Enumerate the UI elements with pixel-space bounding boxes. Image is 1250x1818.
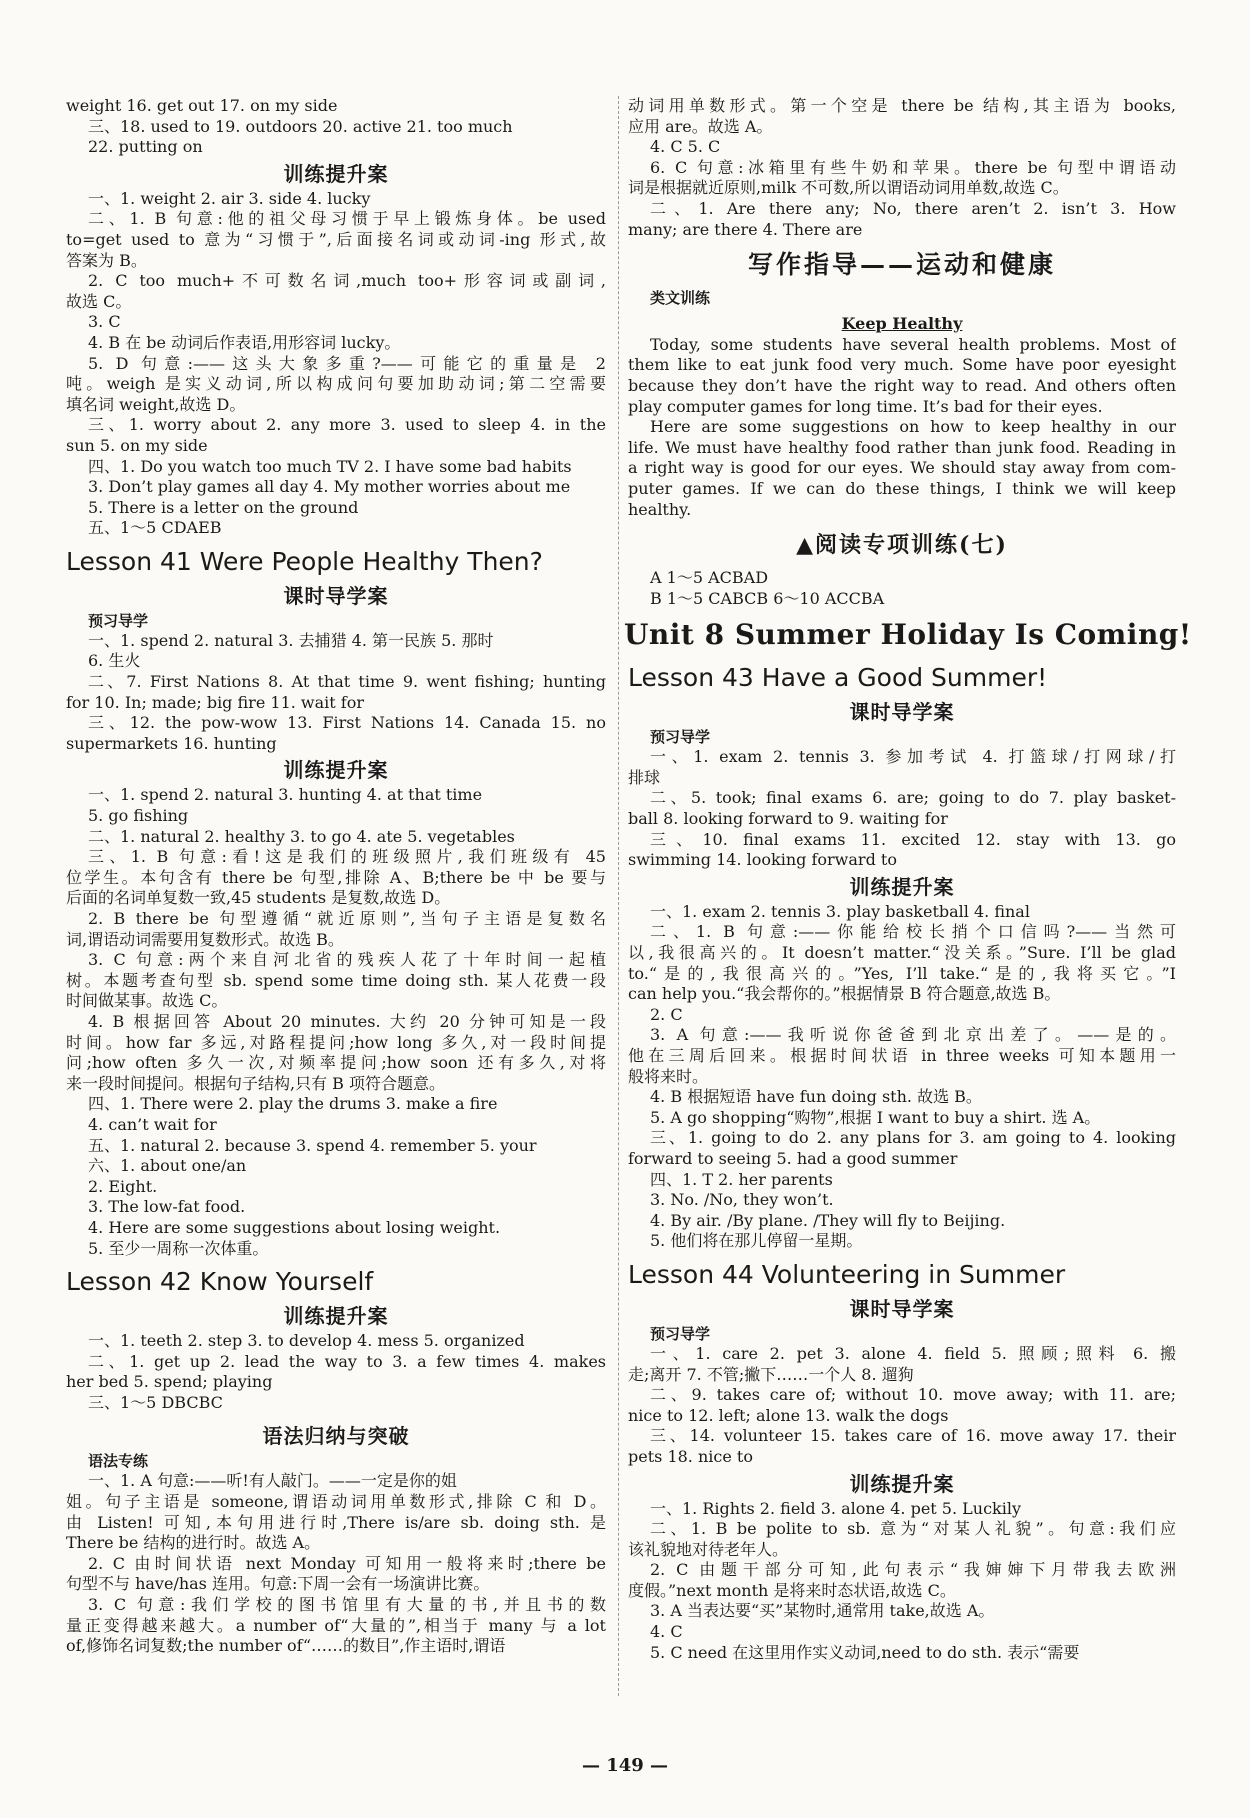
text-line: 三、1～5 DBCBC [88, 1392, 223, 1412]
lesson-41-heading: Lesson 41 Were People Healthy Then? [66, 546, 543, 576]
text-line: 动词用单数形式。第一个空是 there be 结构,其主语为 books, [628, 96, 1176, 115]
text-line: 后面的名词单复数一致,45 students 是复数,故选 D。 [66, 888, 451, 908]
text-line: 位学生。本句含有 there be 句型,排除 A、B;there be 中 be 要与 [66, 867, 606, 887]
text-line: because they don’t have the right way to read. And others often [628, 375, 1176, 395]
section-title: 课时导学案 [849, 1296, 955, 1321]
text-line: 3. Don’t play games all day 4. My mother worries about me [88, 477, 571, 497]
text-line: 4. B 在 be 动词后作表语,用形容词 lucky。 [88, 332, 401, 352]
text-line: 4. can’t wait for [88, 1114, 217, 1134]
essay-title: Keep Healthy [841, 313, 963, 333]
text-line: 一、1. weight 2. air 3. side 4. lucky [88, 188, 371, 208]
reading-answers [628, 568, 1176, 609]
text-line: 问;how often 多久一次,对频率提问;how soon 还有多久,对将 [66, 1053, 606, 1073]
text-line: 量正变得越来越大。a number of“大量的”,相当于 many 与 a lot [66, 1615, 606, 1635]
subsection-title: 预习导学 [650, 728, 711, 747]
text-line: 5. There is a letter on the ground [88, 497, 359, 517]
lesson-44-preview-answers [628, 1344, 1176, 1468]
text-line: 五、1～5 CDAEB [88, 518, 222, 538]
text-line: 一、1. exam 2. tennis 3. play basketball 4. final [650, 901, 1030, 921]
text-line: B 1～5 CABCB 6～10 ACCBA [650, 588, 885, 608]
text-line: 四、1. T 2. her parents [650, 1169, 833, 1189]
text-line: 三、12. the pow-wow 13. First Nations 14. Canada 15. no [88, 713, 606, 733]
text-line: 2. C [650, 1004, 683, 1024]
right-column [624, 96, 1192, 1663]
text-line: 3. C [88, 312, 121, 332]
text-line: 5. 至少一周称一次体重。 [88, 1238, 269, 1258]
subsection-title: 语法专练 [88, 1452, 149, 1471]
text-line: 他在三周后回来。根据时间状语 in three weeks 可知本题用一 [628, 1046, 1176, 1065]
text-line: to=get used to 意为“习惯于”,后面接名词或动词-ing 形式,故 [66, 229, 606, 249]
text-line: can help you.“我会帮你的。”根据情景 B 符合题意,故选 B。 [628, 984, 1061, 1004]
text-line: 答案为 B。 [66, 250, 147, 270]
section-title: 训练提升案 [849, 1471, 955, 1496]
lesson-42-practice-answers [66, 1331, 606, 1413]
left-top-answers [66, 96, 606, 158]
text-line: 3. A 当表达要“买”某物时,通常用 take,故选 A。 [650, 1601, 995, 1621]
text-line: 以,我很高兴的。It doesn’t matter.“没关系。”Sure. I’ll be glad [628, 943, 1176, 963]
subsection-title: 类文训练 [650, 289, 711, 308]
text-line: 2. B there be 句型遵循“就近原则”,当句子主语是复数名 [88, 909, 606, 928]
lesson-43-heading: Lesson 43 Have a Good Summer! [628, 663, 1048, 693]
lesson-41-preview-answers [66, 631, 606, 755]
page-number: — 149 — [581, 1755, 669, 1776]
text-line: 一、1. Rights 2. field 3. alone 4. pet 5. Luckily [650, 1498, 1022, 1518]
text-line: 姐。句子主语是 someone,谓语动词用单数形式,排除 C 和 D。 [66, 1492, 606, 1512]
section-answers [66, 189, 606, 539]
text-line: weight 16. get out 17. on my side [66, 96, 338, 115]
section-title: 课时导学案 [849, 700, 955, 725]
text-line: 三、1. worry about 2. any more 3. used to sleep 4. in the [88, 415, 606, 435]
text-line: sun 5. on my side [66, 435, 208, 455]
text-line: 三、1. B 句意:看!这是我们的班级照片,我们班级有 45 [88, 847, 606, 867]
writing-guide-title: 写作指导——运动和健康 [747, 250, 1056, 280]
text-line: 一、1. spend 2. natural 3. hunting 4. at that time [88, 785, 483, 805]
section-title: 训练提升案 [849, 874, 955, 899]
essay-body [628, 335, 1176, 520]
text-line: 时间。how far 多远,对路程提问;how long 多久,对一段时间提 [66, 1032, 606, 1052]
text-line: 四、1. There were 2. play the drums 3. make a fire [88, 1094, 498, 1114]
text-line: 二、1. B 句意:他的祖父母习惯于早上锻炼身体。be used [88, 209, 606, 229]
grammar-title: 语法归纳与突破 [262, 1424, 410, 1449]
text-line: to.“是的,我很高兴的。”Yes, I’ll take.“是的,我将买它。”I [628, 963, 1176, 983]
text-line: 5. D 句意:——这头大象多重?——可能它的重量是 2 [88, 353, 606, 373]
text-line: 三、18. used to 19. outdoors 20. active 21. too much [88, 116, 513, 136]
text-line: 排球 [628, 767, 661, 787]
lesson-44-heading: Lesson 44 Volunteering in Summer [628, 1259, 1066, 1289]
text-line: 应用 are。故选 A。 [628, 116, 773, 136]
text-line: 树。本题考查句型 sb. spend some time doing sth. 某人花费一段 [66, 970, 606, 990]
text-line: 4. C [650, 1622, 683, 1642]
text-line: 二、1. B 句意:——你能给校长捎个口信吗?——当然可 [650, 922, 1176, 942]
section-title: 训练提升案 [283, 1304, 389, 1329]
text-line: 二、1. natural 2. healthy 3. to go 4. ate 5. vegetables [88, 826, 515, 846]
text-line: forward to seeing 5. had a good summer [628, 1148, 958, 1168]
text-line: 2. C 由时间状语 next Monday 可知用一般将来时;there be [88, 1553, 606, 1573]
text-line: 词,谓语动词需要用复数形式。故选 B。 [66, 929, 344, 949]
text-line: 吨。weigh 是实义动词,所以构成问句要加助动词;第二空需要 [66, 374, 606, 394]
text-line: nice to 12. left; alone 13. walk the dogs [628, 1405, 949, 1425]
column-divider [618, 96, 620, 1696]
text-line: ball 8. looking forward to 9. waiting for [628, 809, 948, 829]
text-line: 3. The low-fat food. [88, 1197, 246, 1217]
text-line: Here are some suggestions on how to keep healthy in our [650, 417, 1176, 437]
subsection-title: 预习导学 [650, 1324, 711, 1343]
text-line: 来一段时间提问。根据句子结构,只有 B 项符合题意。 [66, 1073, 446, 1093]
text-line: play computer games for long time. It’s bad for their eyes. [628, 396, 1103, 416]
text-line: A 1～5 ACBAD [650, 568, 769, 588]
text-line: a right way is good for our eyes. We should stay away from com- [628, 458, 1176, 478]
text-line: 度假。”next month 是将来时态状语,故选 C。 [628, 1580, 956, 1600]
text-line: many; are there 4. There are [628, 219, 863, 239]
text-line: 五、1. natural 2. because 3. spend 4. remember 5. your [88, 1135, 537, 1155]
text-line: 5. 他们将在那儿停留一星期。 [650, 1231, 863, 1251]
text-line: 一、1. care 2. pet 3. alone 4. field 5. 照顾;照料 6. 搬 [650, 1343, 1176, 1363]
lesson-44-practice-answers [628, 1499, 1176, 1664]
text-line: 二、1. get up 2. lead the way to 3. a few times 4. makes [88, 1351, 606, 1371]
text-line: 4. B 根据短语 have fun doing sth. 故选 B。 [650, 1087, 982, 1107]
text-line: 六、1. about one/an [88, 1156, 247, 1176]
text-line: healthy. [628, 499, 692, 519]
text-line: 2. Eight. [88, 1176, 158, 1196]
text-line: 词是根据就近原则,milk 不可数,所以谓语动词用单数,故选 C。 [628, 178, 1069, 198]
text-line: swimming 14. looking forward to [628, 850, 897, 870]
text-line: 般将来时。 [628, 1066, 709, 1086]
text-line: 由 Listen! 可知,本句用进行时,There is/are sb. doing sth. 是 [66, 1512, 606, 1532]
text-line: 一、1. exam 2. tennis 3. 参加考试 4. 打篮球/打网球/打 [650, 747, 1176, 767]
text-line: 二、5. took; final exams 6. are; going to do 7. play basket- [650, 788, 1176, 808]
text-line: them like to eat junk food very much. Some have poor eyesight [628, 355, 1176, 375]
text-line: 该礼貌地对待老年人。 [628, 1539, 789, 1559]
text-line: 一、1. spend 2. natural 3. 去捕猎 4. 第一民族 5. 那时 [88, 630, 494, 650]
text-line: 6. C 句意:冰箱里有些牛奶和苹果。there be 句型中谓语动 [650, 157, 1176, 177]
text-line: 句型不与 have/has 连用。句意:下周一会有一场演讲比赛。 [66, 1574, 490, 1594]
lesson-41-practice-answers [66, 785, 606, 1259]
section-title: 训练提升案 [283, 758, 389, 783]
text-line: Today, some students have several health problems. Most of [650, 334, 1176, 354]
text-line: 3. C 句意:我们学校的图书馆里有大量的书,并且书的数 [88, 1595, 606, 1615]
text-line: her bed 5. spend; playing [66, 1372, 273, 1392]
text-line: supermarkets 16. hunting [66, 733, 277, 753]
text-line: 三、10. final exams 11. excited 12. stay with 13. go [650, 829, 1176, 849]
left-column [66, 96, 606, 1657]
reading-practice-title: ▲阅读专项训练(七) [796, 532, 1008, 559]
lesson-43-practice-answers [628, 902, 1176, 1252]
text-line: 22. putting on [88, 137, 203, 157]
text-line: 二、9. takes care of; without 10. move away; with 11. are; [650, 1385, 1176, 1405]
text-line: 2. C 由题干部分可知,此句表示“我婶婶下月带我去欧洲 [650, 1560, 1176, 1580]
text-line: 3. C 句意:两个来自河北省的残疾人花了十年时间一起植 [88, 950, 606, 970]
text-line: puter games. If we can do these things, I think we will keep [628, 478, 1176, 498]
text-line: 时间做某事。故选 C。 [66, 991, 228, 1011]
text-line: 3. No. /No, they won’t. [650, 1190, 834, 1210]
section-title: 课时导学案 [283, 583, 389, 608]
text-line: 6. 生火 [88, 651, 141, 671]
subsection-title: 预习导学 [88, 611, 149, 630]
text-line: 4. By air. /By plane. /They will fly to Beijing. [650, 1210, 1006, 1230]
text-line: 5. go fishing [88, 806, 189, 826]
text-line: 填名词 weight,故选 D。 [66, 394, 246, 414]
text-line: 二、1. B be polite to sb. 意为“对某人礼貌”。句意:我们应 [650, 1519, 1176, 1539]
lesson-43-preview-answers [628, 747, 1176, 871]
text-line: for 10. In; made; big fire 11. wait for [66, 692, 364, 712]
text-line: 三、1. going to do 2. any plans for 3. am going to 4. looking [650, 1128, 1176, 1148]
text-line: 走;离开 7. 不管;撇下……一个人 8. 遛狗 [628, 1364, 914, 1384]
grammar-answers [66, 1471, 606, 1656]
section-title: 训练提升案 [283, 161, 389, 186]
text-line: There be 结构的进行时。故选 A。 [66, 1533, 321, 1553]
text-line: of,修饰名词复数;the number of“……的数目”,作主语时,谓语 [66, 1636, 506, 1656]
text-line: 5. A go shopping“购物”,根据 I want to buy a shirt. 选 A。 [650, 1107, 1101, 1127]
text-line: 4. B 根据回答 About 20 minutes. 大约 20 分钟可知是一段 [88, 1011, 606, 1031]
text-line: 4. Here are some suggestions about losing weight. [88, 1217, 501, 1237]
text-line: 二、1. Are there any; No, there aren’t 2. isn’t 3. How [650, 198, 1176, 218]
text-line: 一、1. teeth 2. step 3. to develop 4. mess 5. organized [88, 1331, 525, 1351]
text-line: 四、1. Do you watch too much TV 2. I have some bad habits [88, 456, 572, 476]
text-line: 5. C need 在这里用作实义动词,need to do sth. 表示“需要 [650, 1642, 1080, 1662]
text-line: 二、7. First Nations 8. At that time 9. went fishing; hunting [88, 672, 606, 692]
text-line: 一、1. A 句意:——听!有人敲门。——一定是你的姐 [88, 1471, 457, 1491]
text-line: 2. C too much+不可数名词,much too+形容词或副词, [88, 271, 606, 291]
text-line: pets 18. nice to [628, 1446, 753, 1466]
text-line: 4. C 5. C [650, 137, 721, 157]
unit-8-heading: Unit 8 Summer Holiday Is Coming! [624, 618, 1192, 652]
text-line: life. We must have healthy food rather than junk food. Reading in [628, 437, 1176, 457]
text-line: 3. A 句意:——我听说你爸爸到北京出差了。——是的。 [650, 1025, 1176, 1045]
text-line: 故选 C。 [66, 291, 132, 311]
text-line: 三、14. volunteer 15. takes care of 16. move away 17. their [650, 1426, 1176, 1446]
right-top-answers [628, 96, 1176, 240]
lesson-42-heading: Lesson 42 Know Yourself [66, 1267, 374, 1297]
